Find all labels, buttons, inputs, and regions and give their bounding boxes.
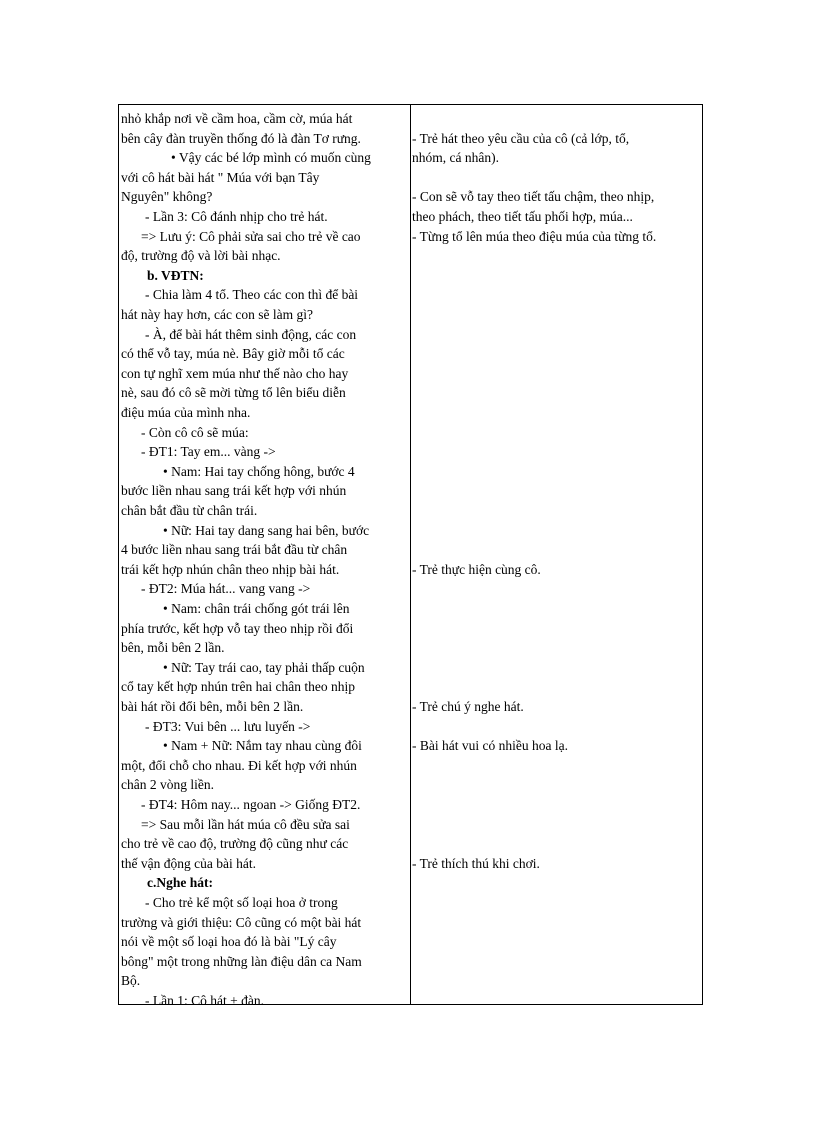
teacher-line: bông" một trong những làn điệu dân ca Nam: [121, 953, 362, 969]
child-line: - Trẻ chú ý nghe hát.: [412, 699, 524, 714]
teacher-line: con tự nghĩ xem múa như thế nào cho hay: [121, 365, 349, 381]
teacher-line: b. VĐTN:: [147, 267, 204, 283]
teacher-line: hát này hay hơn, các con sẽ làm gì?: [121, 307, 313, 322]
column-divider: [410, 105, 411, 1004]
child-line: - Từng tổ lên múa theo điệu múa của từng tổ.: [412, 228, 657, 244]
teacher-line: bên cây đàn truyền thống đó là đàn Tơ rưng.: [121, 130, 361, 146]
teacher-line: 4 bước liền nhau sang trái bắt đầu từ chân: [121, 542, 348, 558]
teacher-line: thế vận động của bài hát.: [121, 855, 256, 871]
teacher-line: - ĐT2: Múa hát... vang vang ->: [141, 581, 311, 597]
teacher-line: bên, mỗi bên 2 lần.: [121, 640, 225, 656]
teacher-line: nói về một số loại hoa đó là bài "Lý cây: [121, 934, 337, 950]
teacher-line: nhỏ khắp nơi về cầm hoa, cầm cờ, múa hát: [121, 111, 353, 126]
teacher-line: cổ tay kết hợp nhún trên hai chân theo nhịp: [121, 679, 355, 695]
teacher-line: chân bắt đầu từ chân trái.: [121, 503, 258, 518]
teacher-line: - Còn cô cô sẽ múa:: [141, 424, 249, 440]
teacher-line: • Vậy các bé lớp mình có muốn cùng: [171, 150, 371, 166]
teacher-line: cho trẻ về cao độ, trường độ cũng như các: [121, 836, 349, 852]
teacher-line: độ, trường độ và lời bài nhạc.: [121, 248, 281, 264]
teacher-line: bài hát rồi đổi bên, mỗi bên 2 lần.: [121, 699, 304, 714]
teacher-line: • Nam + Nữ: Nắm tay nhau cùng đôi: [163, 738, 362, 754]
teacher-line: Bộ.: [121, 973, 141, 989]
teacher-line: - Lần 1: Cô hát + đàn.: [145, 993, 264, 1008]
teacher-line: - ĐT3: Vui bên ... lưu luyến ->: [145, 718, 311, 734]
lesson-table: [118, 104, 703, 1008]
child-line: - Trẻ thực hiện cùng cô.: [412, 561, 541, 577]
teacher-line: điệu múa của mình nha.: [121, 405, 251, 420]
teacher-line: một, đổi chỗ cho nhau. Đi kết hợp với nhún: [121, 757, 357, 773]
teacher-line: • Nữ: Hai tay dang sang hai bên, bước: [163, 522, 370, 538]
teacher-line: - ĐT4: Hôm nay... ngoan -> Giống ĐT2.: [141, 797, 361, 812]
child-line: - Con sẽ vỗ tay theo tiết tấu chậm, theo nhịp,: [412, 189, 655, 205]
child-line: - Trẻ hát theo yêu cầu của cô (cả lớp, tổ,: [412, 130, 630, 146]
teacher-line: phía trước, kết hợp vỗ tay theo nhịp rồi đổi: [121, 620, 354, 636]
teacher-line: • Nữ: Tay trái cao, tay phải thấp cuộn: [163, 659, 365, 675]
child-line: - Bài hát vui có nhiều hoa lạ.: [412, 738, 568, 754]
teacher-line: trường và giới thiệu: Cô cũng có một bài hát: [121, 914, 362, 930]
teacher-line: c.Nghe hát:: [147, 875, 213, 891]
teacher-line: • Nam: Hai tay chống hông, bước 4: [163, 463, 355, 479]
teacher-line: • Nam: chân trái chống gót trái lên: [163, 601, 350, 616]
child-line: - Trẻ thích thú khi chơi.: [412, 855, 540, 871]
child-line: theo phách, theo tiết tấu phối hợp, múa...: [412, 209, 633, 224]
teacher-line: nè, sau đó cô sẽ mời từng tổ lên biểu diễn: [121, 385, 346, 401]
teacher-line: với cô hát bài hát " Múa với bạn Tây: [121, 169, 320, 185]
teacher-line: - À, để bài hát thêm sinh động, các con: [145, 326, 357, 342]
teacher-line: - Lần 3: Cô đánh nhịp cho trẻ hát.: [145, 209, 328, 224]
teacher-line: => Sau mỗi lần hát múa cô đều sửa sai: [141, 816, 350, 832]
teacher-line: có thể vỗ tay, múa nè. Bây giờ mỗi tổ các: [121, 346, 345, 362]
teacher-line: - ĐT1: Tay em... vàng ->: [141, 444, 276, 460]
teacher-line: chân 2 vòng liền.: [121, 777, 214, 793]
teacher-line: - Chia làm 4 tổ. Theo các con thì để bài: [145, 287, 359, 303]
teacher-line: Nguyên" không?: [121, 189, 213, 205]
teacher-line: bước liền nhau sang trái kết hợp với nhún: [121, 483, 347, 499]
child-line: nhóm, cá nhân).: [412, 150, 499, 166]
teacher-line: => Lưu ý: Cô phải sửa sai cho trẻ về cao: [141, 228, 361, 244]
teacher-line: - Cho trẻ kể một số loại hoa ở trong: [145, 895, 338, 910]
teacher-line: trái kết hợp nhún chân theo nhịp bài hát.: [121, 561, 340, 577]
